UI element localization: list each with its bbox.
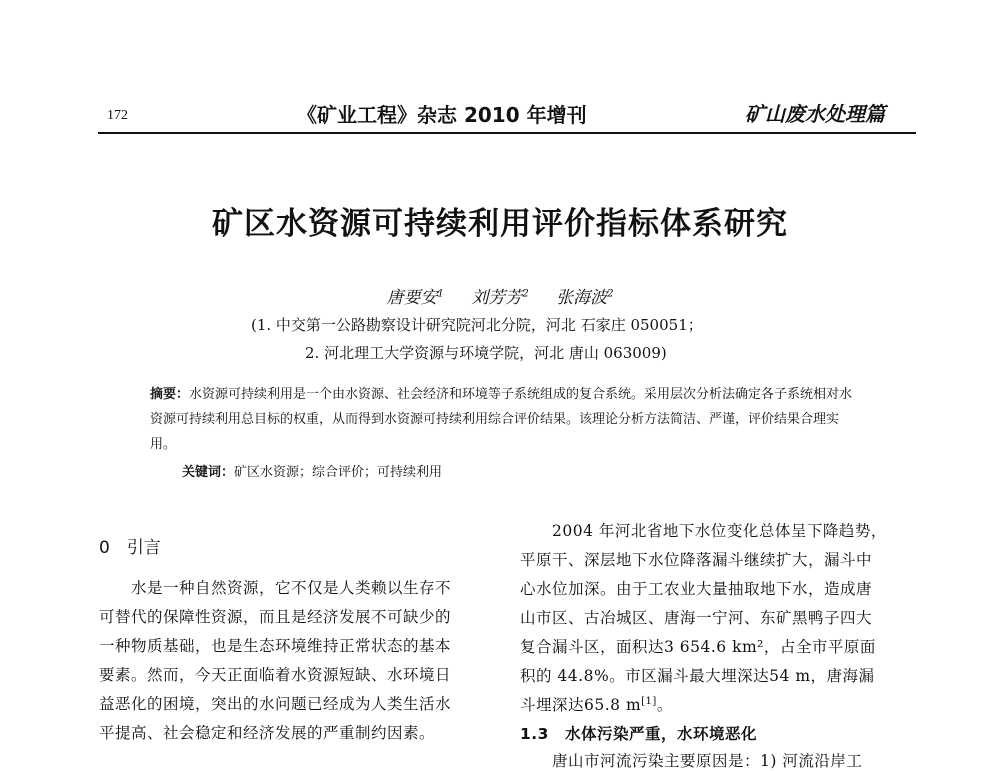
body-line: 一种物质基础，也是生态环境维持正常状态的基本 [99,637,452,655]
abstract-label: 摘要： [150,387,190,402]
body-line [520,693,673,715]
author-sup: 2 [522,288,529,300]
keywords [182,461,442,480]
paper-title: 矿区水资源可持续利用评价指标体系研究 [212,206,788,242]
body-line: 山市区、古冶城区、唐海一宁河、东矿黑鸭子四大 [520,609,873,627]
journal-title: 《矿业工程》杂志 2010 年增刊 [297,103,587,127]
body-line: 心水位加深。由于工农业大量抽取地下水，造成唐 [520,580,873,598]
affiliation-2: 2. 河北理工大学资源与环境学院，河北 唐山 063009) [305,344,667,362]
section-heading-intro: 0 引言 [99,538,161,558]
abstract-text: 水资源可持续利用是一个由水资源、社会经济和环境等子系统组成的复合系统。采用层次分析法确定各子系统相对水资源可持续利用总目标的权重，从而得到水资源可持续利用综合评价结果。该理论分析方法简洁、严谨，评价结果合理实用。 [150,387,853,452]
subsection-heading: 1.3 水体污染严重，水环境恶化 [520,725,757,743]
keywords-label: 关键词： [182,465,235,480]
page-number: 172 [107,108,128,123]
body-line: 复合漏斗区，面积达3 654.6 km²，占全市平原面 [520,638,876,656]
section-tag: 矿山废水处理篇 [745,102,885,126]
body-line: 积的 44.8%。市区漏斗最大埋深达54 m，唐海漏 [520,667,875,685]
body-text: 。 [656,696,673,714]
affiliation-1: (1. 中交第一公路勘察设计研究院河北分院，河北 石家庄 050051； [251,316,703,334]
body-text: 斗埋深达65.8 m [520,696,642,714]
author-list [0,283,1000,308]
body-line: 水是一种自然资源，它不仅是人类赖以生存不 [99,579,452,597]
body-line: 益恶化的困境，突出的水问题已经成为人类生活水 [99,695,452,713]
author-name: 刘芳芳 [471,288,523,308]
abstract [150,382,862,457]
author-name: 唐要安 [386,288,438,308]
body-line: 平提高、社会稳定和经济发展的严重制约因素。 [99,724,436,742]
keywords-text: 矿区水资源；综合评价；可持续利用 [234,465,443,480]
body-line: 平原干、深层地下水位降落漏斗继续扩大，漏斗中 [520,551,873,569]
author-sup: 2 [607,288,614,300]
body-line: 唐山市河流污染主要原因是：1) 河流沿岸工 [520,752,863,770]
author-name: 张海波 [556,288,608,308]
citation: [1] [641,695,657,707]
author-sup: 1 [437,288,444,300]
header-rule [98,132,916,134]
body-line: 2004 年河北省地下水位变化总体呈下降趋势， [520,522,887,540]
body-line: 可替代的保障性资源，而且是经济发展不可缺少的 [99,608,452,626]
body-line: 要素。然而，今天正面临着水资源短缺、水环境日 [99,666,452,684]
